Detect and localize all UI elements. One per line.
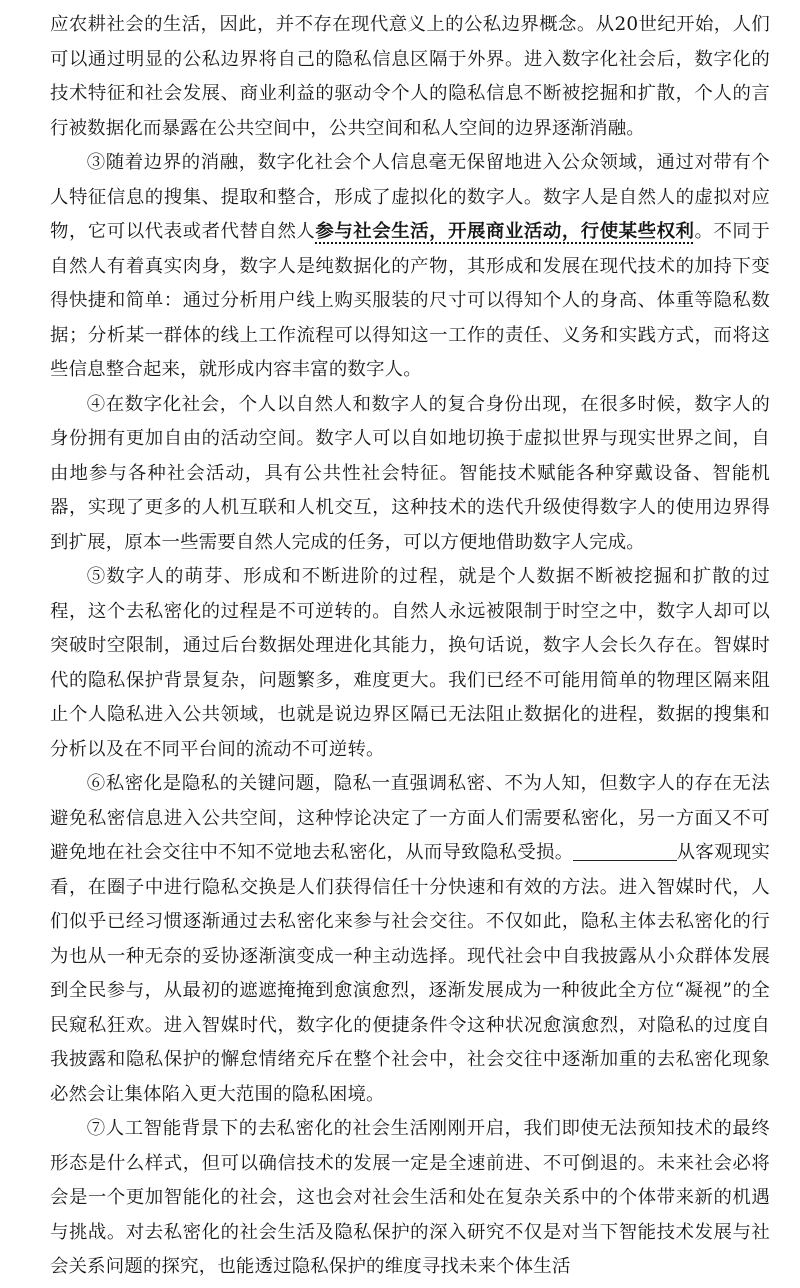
paragraph-4: ④在数字化社会，个人以自然人和数字人的复合身份出现，在很多时候，数字人的身份拥有更加自由的活动空间。数字人可以自如地切换于虚拟世界与现实世界之间，自由地参与各种社会活动，具有公共性社会特征。智能技术赋能各种穿戴设备、智能机器，实现了更多的人机互联和人机交互，这种技术的迭代升级使得数字人的使用边界得到扩展，原本一些需要自然人完成的任务，可以方便地借助数字人完成。: [50, 393, 770, 553]
paragraph-6-text-b: 从客观现实看，在圈子中进行隐私交换是人们获得信任十分快速和有效的方法。进入智媒时代，人们似乎已经习惯逐渐通过去私密化来参与社会交往。不仅如此，隐私主体去私密化的行为也从一种无奈的妥协逐渐演变成一种主动选择。现代社会中自我披露从小众群体发展到全民参与，从最初的遮遮掩掩到愈演愈烈，逐渐发展成为一种彼此全方位“凝视”的全民窥私狂欢。进入智媒时代，数字化的便捷条件令这种状况愈演愈烈，对隐私的过度自我披露和隐私保护的懈怠情绪充斥在整个社会中，社会交往中逐渐加重的去私密化现象必然会让集体陷入更大范围的隐私困境。: [50, 842, 770, 1105]
paragraph-2-continued: 应农耕社会的生活，因此，并不存在现代意义上的公私边界概念。从20世纪开始，人们可以通过明显的公私边界将自己的隐私信息区隔于外界。进入数字化社会后，数字化的技术特征和社会发展、商业利益的驱动令个人的隐私信息不断被挖掘和扩散，个人的言行被数据化而暴露在公共空间中，公共空间和私人空间的边界逐渐消融。: [50, 14, 770, 139]
paragraph-6-text-a: ⑥私密化是隐私的关键问题，隐私一直强调私密、不为人知，但数字人的存在无法避免私密信息进入公共空间，这种悖论决定了一方面人们需要私密化，另一方面又不可避免地在社会交往中不知不觉地去私密化，从而导致隐私受损。: [50, 773, 770, 863]
emphasized-phrase: 参与社会生活，开展商业活动，行使某些权利: [315, 221, 695, 242]
paragraph-7: ⑦人工智能背景下的去私密化的社会生活刚刚开启，我们即使无法预知技术的最终形态是什么样式，但可以确信技术的发展一定是全速前进、不可倒退的。未来社会必将会是一个更加智能化的社会，这也会对社会生活和处在复杂关系中的个体带来新的机遇与挑战。对去私密化的社会生活及隐私保护的深入研究不仅是对当下智能技术发展与社会关系问题的探究，也能透过隐私保护的维度寻找未来个体生活: [50, 1118, 770, 1277]
paragraph-3-text-b: 。不同于自然人有着真实肉身，数字人是纯数据化的产物，其形成和发展在现代技术的加持下变得快捷和简单：通过分析用户线上购买服装的尺寸可以得知个人的身高、体重等隐私数据；分析某一群体的线上工作流程可以得知这一工作的责任、义务和实践方式，而将这些信息整合起来，就形成内容丰富的数字人。: [50, 221, 770, 380]
paragraph-6: [50, 767, 770, 1112]
paragraph-5: ⑤数字人的萌芽、形成和不断进阶的过程，就是个人数据不断被挖掘和扩散的过程，这个去私密化的过程是不可逆转的。自然人永远被限制于时空之中，数字人却可以突破时空限制，通过后台数据处理进化其能力，换句话说，数字人会长久存在。智媒时代的隐私保护背景复杂，问题繁多，难度更大。我们已经不可能用简单的物理区隔来阻止个人隐私进入公共领域，也就是说边界区隔已无法阻止数据化的进程，数据的搜集和分析以及在不同平台间的流动不可逆转。: [50, 566, 770, 760]
paragraph-3: [50, 146, 770, 388]
paragraph-3-text-a: ③随着边界的消融，数字化社会个人信息毫无保留地进入公众领域，通过对带有个人特征信息的搜集、提取和整合，形成了虚拟化的数字人。数字人是自然人的虚拟对应物，它可以代表或者代替自然人: [50, 152, 770, 242]
fill-in-blank: [573, 841, 676, 860]
document-page: [50, 8, 770, 1285]
